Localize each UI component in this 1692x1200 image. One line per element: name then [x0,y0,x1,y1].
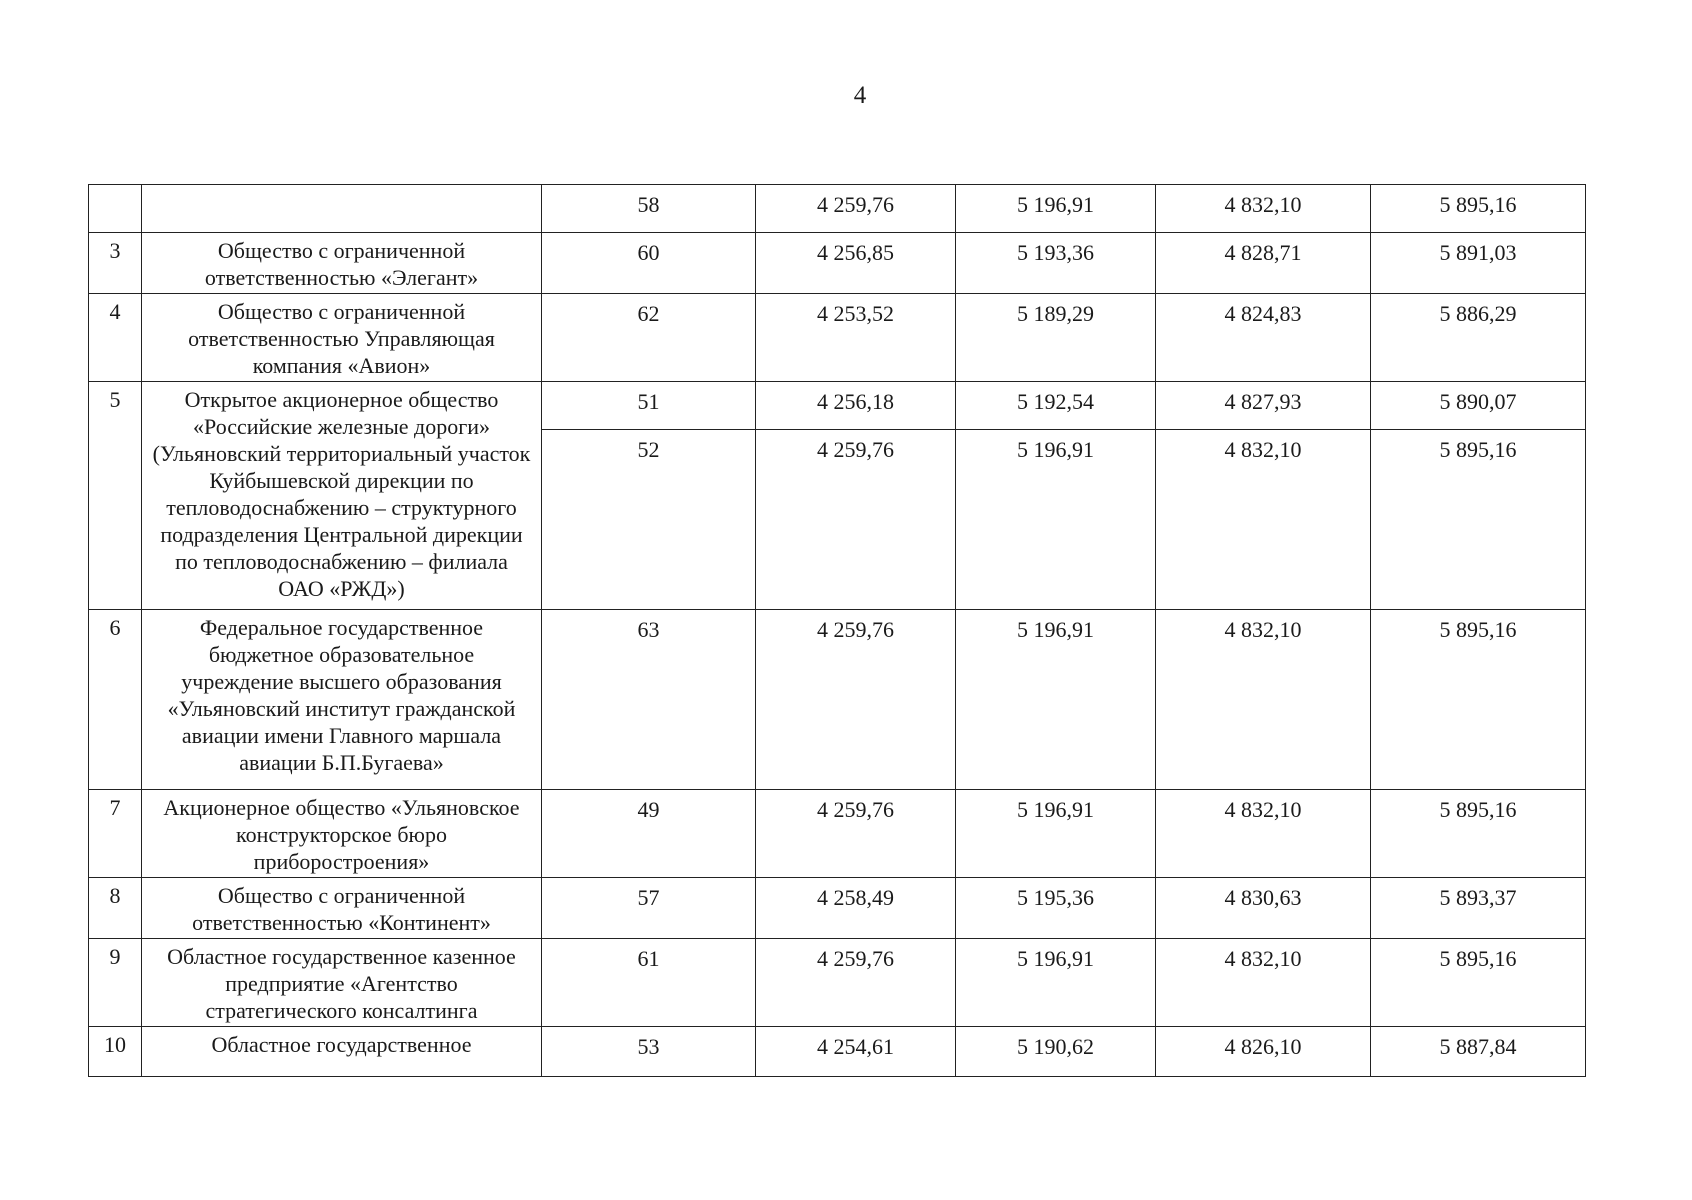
value-cell-4: 5 895,16 [1371,610,1586,790]
table-row [89,939,1586,1027]
value-cell-1: 4 253,52 [756,294,956,382]
value-cell-4: 5 890,07 [1371,382,1586,430]
value-cell-3: 4 832,10 [1156,939,1371,1027]
value-cell-3: 4 828,71 [1156,233,1371,294]
value-cell-2: 5 190,62 [956,1027,1156,1077]
row-number-cell: 3 [89,233,142,294]
code-cell: 60 [542,233,756,294]
table-row [89,233,1586,294]
row-number-cell: 9 [89,939,142,1027]
value-cell-1: 4 259,76 [756,790,956,878]
row-number-cell: 6 [89,610,142,790]
table-row [89,382,1586,430]
value-cell-4: 5 893,37 [1371,878,1586,939]
value-cell-3: 4 826,10 [1156,1027,1371,1077]
code-cell: 51 [542,382,756,430]
value-cell-4: 5 895,16 [1371,185,1586,233]
value-cell-4: 5 891,03 [1371,233,1586,294]
organization-name-cell: Общество с ограниченной ответственностью «Континент» [142,878,542,939]
organization-name-cell [142,185,542,233]
value-cell-1: 4 259,76 [756,939,956,1027]
value-cell-3: 4 824,83 [1156,294,1371,382]
row-number-cell: 10 [89,1027,142,1077]
table-body [89,185,1586,1077]
value-cell-2: 5 189,29 [956,294,1156,382]
value-cell-2: 5 196,91 [956,939,1156,1027]
organization-name-cell: Областное государственное казенное предприятие «Агентство стратегического консалтинга [142,939,542,1027]
organization-name-cell: Общество с ограниченной ответственностью Управляющая компания «Авион» [142,294,542,382]
value-cell-2: 5 193,36 [956,233,1156,294]
value-cell-2: 5 196,91 [956,185,1156,233]
table-row [89,185,1586,233]
code-cell: 52 [542,430,756,610]
value-cell-2: 5 195,36 [956,878,1156,939]
row-number-cell: 8 [89,878,142,939]
organization-name-cell: Открытое акционерное общество «Российские железные дороги» (Ульяновский территориальный участок Куйбышевской дирекции по тепловодоснабжению – структурного подразделения Центральной дирекции по тепловодоснабжению – филиала ОАО «РЖД») [142,382,542,610]
table-row [89,294,1586,382]
code-cell: 63 [542,610,756,790]
value-cell-3: 4 832,10 [1156,790,1371,878]
value-cell-4: 5 895,16 [1371,790,1586,878]
value-cell-3: 4 832,10 [1156,610,1371,790]
value-cell-4: 5 887,84 [1371,1027,1586,1077]
row-number-cell [89,185,142,233]
value-cell-3: 4 832,10 [1156,430,1371,610]
table-row [89,790,1586,878]
value-cell-1: 4 259,76 [756,610,956,790]
tariff-table [88,184,1586,1077]
organization-name-cell: Областное государственное [142,1027,542,1077]
value-cell-1: 4 256,85 [756,233,956,294]
value-cell-2: 5 192,54 [956,382,1156,430]
row-number-cell: 5 [89,382,142,610]
organization-name-cell: Акционерное общество «Ульяновское конструкторское бюро приборостроения» [142,790,542,878]
value-cell-2: 5 196,91 [956,430,1156,610]
value-cell-1: 4 256,18 [756,382,956,430]
organization-name-cell: Федеральное государственное бюджетное образовательное учреждение высшего образования «Ульяновский институт гражданской авиации имени Главного маршала авиации Б.П.Бугаева» [142,610,542,790]
page-number: 4 [853,82,867,109]
organization-name-cell: Общество с ограниченной ответственностью «Элегант» [142,233,542,294]
value-cell-3: 4 827,93 [1156,382,1371,430]
code-cell: 58 [542,185,756,233]
row-number-cell: 4 [89,294,142,382]
value-cell-4: 5 886,29 [1371,294,1586,382]
row-number-cell: 7 [89,790,142,878]
table-row [89,878,1586,939]
value-cell-3: 4 832,10 [1156,185,1371,233]
value-cell-1: 4 259,76 [756,430,956,610]
code-cell: 49 [542,790,756,878]
value-cell-1: 4 254,61 [756,1027,956,1077]
code-cell: 57 [542,878,756,939]
code-cell: 53 [542,1027,756,1077]
table-row [89,610,1586,790]
value-cell-1: 4 259,76 [756,185,956,233]
value-cell-4: 5 895,16 [1371,430,1586,610]
value-cell-1: 4 258,49 [756,878,956,939]
code-cell: 61 [542,939,756,1027]
value-cell-3: 4 830,63 [1156,878,1371,939]
code-cell: 62 [542,294,756,382]
value-cell-2: 5 196,91 [956,610,1156,790]
value-cell-4: 5 895,16 [1371,939,1586,1027]
table-row [89,1027,1586,1077]
value-cell-2: 5 196,91 [956,790,1156,878]
